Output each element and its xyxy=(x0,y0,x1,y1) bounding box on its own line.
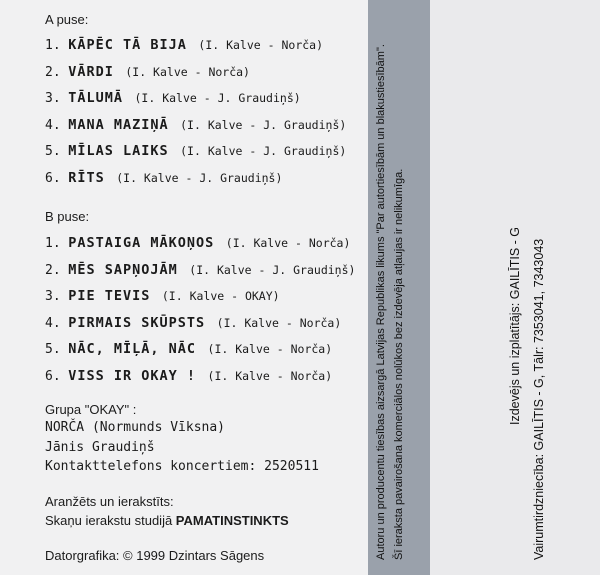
track-title: MĒS SAPŅOJĀM xyxy=(68,261,178,278)
studio-name: PAMATINSTINKTS xyxy=(175,513,289,528)
track-number: 6. xyxy=(45,368,61,384)
track-credit: (I. Kalve - J. Graudiņš) xyxy=(180,117,347,132)
track-number: 5. xyxy=(45,342,61,357)
track-row xyxy=(45,262,355,278)
track-number: 1. xyxy=(45,38,61,53)
track-credit: (I. Kalve - J. Graudiņš) xyxy=(189,262,356,277)
track-title: PIRMAIS SKŪPSTS xyxy=(68,314,206,331)
track-number: 4. xyxy=(45,315,61,331)
track-credit: (I. Kalve - Norča) xyxy=(225,236,351,250)
track-number: 5. xyxy=(45,144,61,159)
legal-line-1: Autoru un producentu tiesības aizsargā Latvijas Republikas likums "Par autortiesībām un blakustiesībām". xyxy=(375,44,387,560)
group-heading: Grupa "OKAY" : xyxy=(45,402,137,417)
track-title: TĀLUMĀ xyxy=(68,90,123,106)
side-b-heading: B puse: xyxy=(45,209,90,224)
track-number: 1. xyxy=(45,236,61,251)
contact-line: Kontakttelefons koncertiem: 2520511 xyxy=(45,459,319,474)
track-row xyxy=(45,341,332,357)
track-number: 3. xyxy=(45,91,61,106)
track-row xyxy=(45,90,301,106)
track-title: PASTAIGA MĀKOŅOS xyxy=(68,235,215,251)
track-title: NĀC, MĪĻĀ, NĀC xyxy=(68,341,196,357)
track-title: VĀRDI xyxy=(68,63,114,80)
track-credit: (I. Kalve - Norča) xyxy=(207,368,333,383)
track-row xyxy=(45,117,346,133)
track-title: VISS IR OKAY ! xyxy=(68,367,196,384)
track-row xyxy=(45,235,350,251)
track-title: MĪLAS LAIKS xyxy=(68,143,169,159)
track-number: 2. xyxy=(45,64,61,80)
track-number: 4. xyxy=(45,117,61,133)
track-number: 3. xyxy=(45,289,61,304)
group-member-1: NORČA (Normunds Vīksna) xyxy=(45,420,226,435)
studio-line xyxy=(45,513,289,528)
track-credit: (I. Kalve - J. Graudiņš) xyxy=(134,91,301,105)
track-number: 2. xyxy=(45,262,61,278)
publisher-line-1: Izdevējs un izplatītājs: GAILĪTIS - G xyxy=(508,227,522,425)
track-row xyxy=(45,170,282,186)
side-a-heading: A puse: xyxy=(45,12,89,27)
track-credit: (I. Kalve - Norča) xyxy=(207,342,333,356)
track-credit: (I. Kalve - Norča) xyxy=(198,38,324,52)
track-credit: (I. Kalve - Norča) xyxy=(125,64,250,79)
track-title: MANA MAZIŅĀ xyxy=(68,116,169,133)
studio-prefix: Skaņu ierakstu studijā xyxy=(45,513,176,528)
track-row xyxy=(45,368,332,384)
track-title: KĀPĒC TĀ BIJA xyxy=(68,37,187,53)
track-row xyxy=(45,64,250,80)
track-credit: (I. Kalve - J. Graudiņš) xyxy=(180,144,347,158)
legal-line-2: Šī ieraksta pavairošana komerciālos nolūkos bez izdevēja atļaujas ir nelikumīga. xyxy=(393,168,405,560)
track-title: RĪTS xyxy=(68,169,105,186)
track-credit: (I. Kalve - J. Graudiņš) xyxy=(116,170,283,185)
track-row xyxy=(45,288,280,304)
track-row xyxy=(45,37,323,53)
publisher-line-2: Vairumtirdzniecība: GAILĪTIS - G, Tālr: 7353041, 7343043 xyxy=(532,238,546,560)
track-row xyxy=(45,315,341,331)
track-title: PIE TEVIS xyxy=(68,288,151,304)
track-row xyxy=(45,143,346,159)
studio-heading: Aranžēts un ierakstīts: xyxy=(45,494,174,509)
track-credit: (I. Kalve - Norča) xyxy=(216,315,342,330)
design-credit: Datorgrafika: © 1999 Dzintars Sāgens xyxy=(45,548,265,563)
group-member-2: Jānis Graudiņš xyxy=(45,440,155,455)
track-credit: (I. Kalve - OKAY) xyxy=(161,289,280,303)
track-number: 6. xyxy=(45,170,61,186)
